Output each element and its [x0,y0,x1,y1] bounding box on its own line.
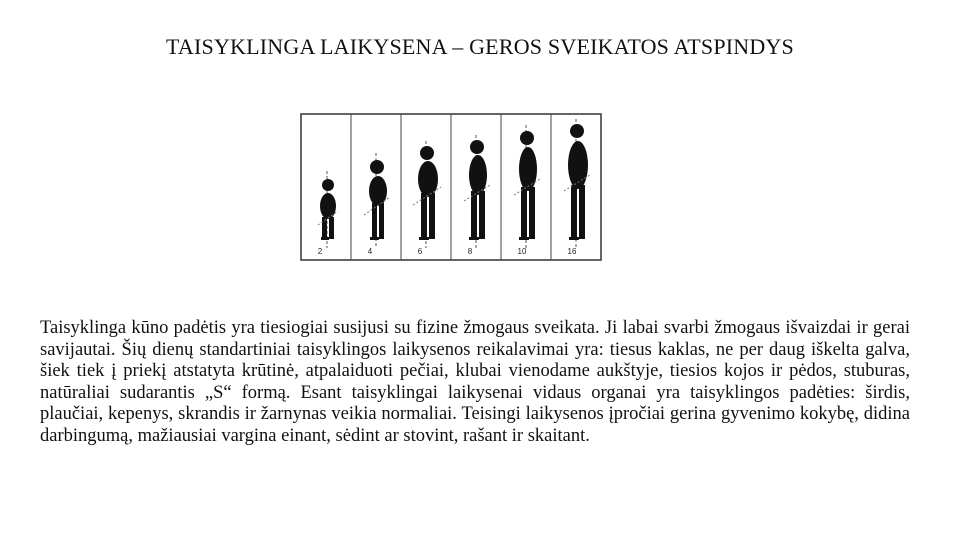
slide-title: TAISYKLINGA LAIKYSENA – GEROS SVEIKATOS ATSPINDYS [166,34,794,59]
panel-label: 2 [317,247,323,256]
panel-label: 6 [417,247,423,256]
body-paragraph: Taisyklinga kūno padėtis yra tiesiogiai susijusi su fizine žmogaus sveikata. Ji labai svarbi žmogaus išvaizdai ir gerai savijautai. Šių dienų standartiniai taisyklingos laikysenos reikalavimai yra: tiesus kaklas, ne per daug iškelta galva, šiek tiek į priekį atstatyta krūtinė, atpalaiduoti pečiai, klubai vienodame aukštyje, tiesios kojos ir pėdos, stuburas, natūraliai sudarantis „S“ formą. Esant taisyklingai laikysenai vidaus organai yra taisyklingos padėties: širdis, plaučiai, kepenys, skrandis ir žarnynas veikia normaliai. Teisingi laikysenos įpročiai gerina gyvenimo kokybę, didina darbingumą, mažiausiai vargina einant, sėdint ar stovint, rašant ir skaitant. [40,318,910,446]
panel-label: 8 [467,247,473,256]
panel-label: 4 [367,247,373,256]
panel-label: 10 [517,247,527,256]
panel-label: 16 [567,247,577,256]
posture-illustration [300,113,602,261]
